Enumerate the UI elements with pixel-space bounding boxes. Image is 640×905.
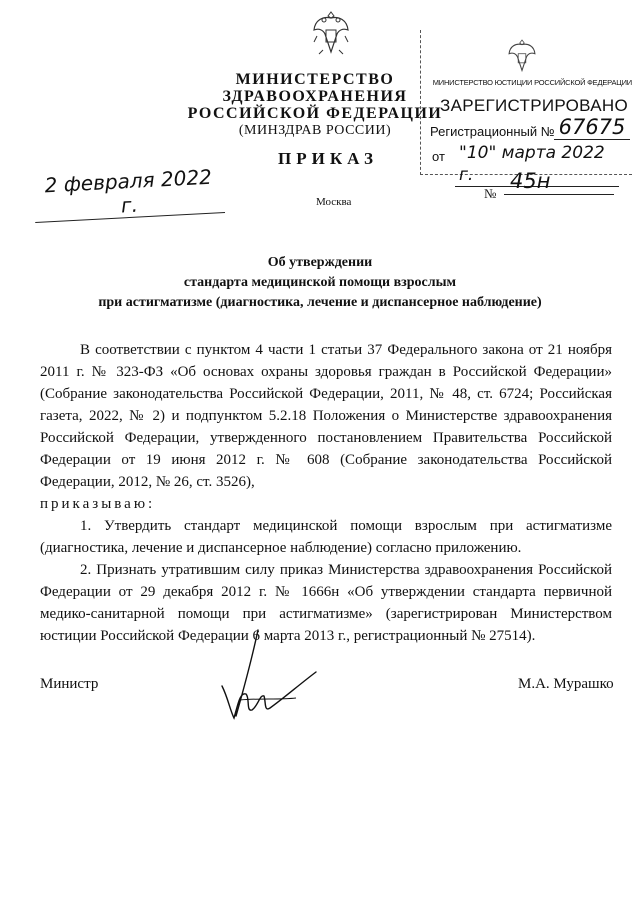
ministry-name-line1: МИНИСТЕРСТВО ЗДРАВООХРАНЕНИЯ [222,71,408,105]
document-title-line1: Об утверждении [267,255,373,270]
document-title-line3: при астигматизме (диагностика, лечение и диспансерное наблюдение) [98,295,542,310]
stamp-organization: МИНИСТЕРСТВО ЮСТИЦИИ РОССИЙСКОЙ ФЕДЕРАЦИИ [432,78,632,87]
stamp-reg-label: Регистрационный № [430,124,555,139]
stamp-date-value: "10" марта 2022 г. [455,142,619,187]
signatory-name: М.А. Мурашко [518,676,614,692]
stamp-status: ЗАРЕГИСТРИРОВАНО [440,96,628,115]
order-item-1: 1. Утвердить стандарт медицинской помощи взрослым при астигматизме (диагностика, лечение и диспансерное наблюдение) согласно приложению. [40,518,612,556]
order-number: 45н [504,168,614,195]
document-title [50,253,590,313]
ministry-abbreviation: (МИНЗДРАВ РОССИИ) [238,123,392,138]
order-word: приказываю: [40,496,156,512]
handwritten-signature [200,628,330,728]
stamp-date-label: от [432,149,445,164]
ministry-name-line2: РОССИЙСКОЙ ФЕДЕРАЦИИ [187,105,443,122]
order-title: ПРИКАЗ [278,149,378,168]
coat-of-arms-emblem [311,8,351,58]
document-body [40,339,612,647]
preamble-paragraph: В соответствии с пунктом 4 части 1 статьи 37 Федерального закона от 21 ноября 2011 г. № 323-ФЗ «Об основах охраны здоровья граждан в Российской Федерации» (Собрание законодательства Российской Федерации, 2011, № 48, ст. 6724; Российская газета, 2022, № 2) и подпунктом 5.2.18 Положения о Министерстве здравоохранения Российской Федерации, утвержденного постановлением Правительства Российской Федерации от 19 июня 2012 г. № 608 (Собрание законодательства Российской Федерации, 2012, № 26, ст. 3526), [40,342,612,490]
document-title-line2: стандарта медицинской помощи взрослым [183,275,457,290]
order-date: 2 февраля 2022 г. [33,164,225,223]
order-item-2: 2. Признать утратившим силу приказ Министерства здравоохранения Российской Федерации от 29 декабря 2012 г. № 1666н «Об утверждении стандарта первичной медико-санитарной помощи при астигматизме» (зарегистрирован Министерством юстиции Российской Федерации 6 марта 2013 г., регистрационный № 27514). [40,562,612,644]
signatory-title: Министр [40,676,99,692]
order-city: Москва [316,196,352,208]
stamp-reg-number: 67675 [554,115,630,140]
order-number-label: № [484,186,497,201]
stamp-emblem-icon [506,37,538,75]
